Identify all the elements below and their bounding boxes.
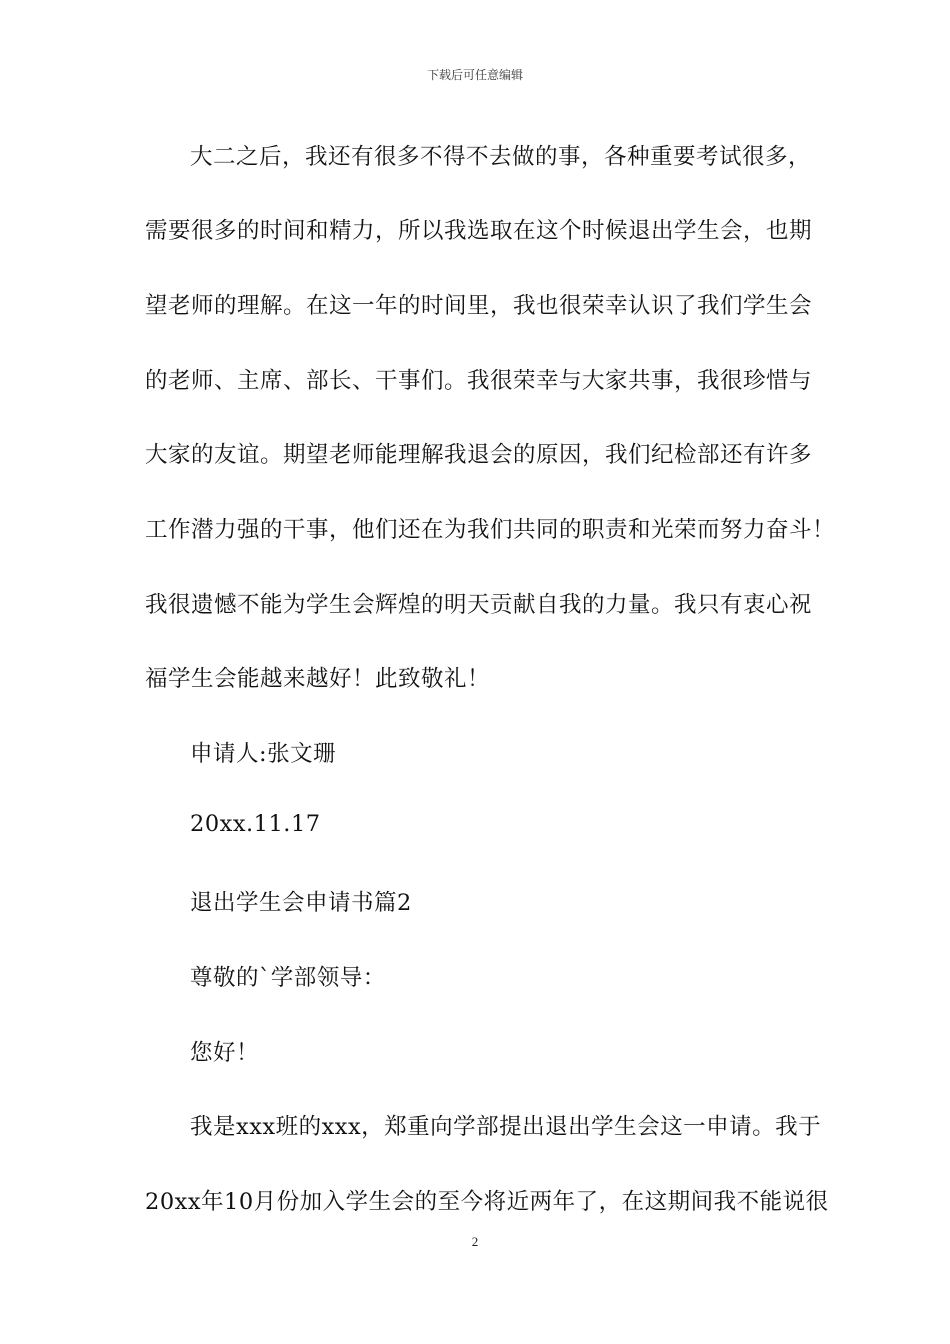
paragraph-line: 我是xxx班的xxx，郑重向学部提出退出学生会这一申请。我于 bbox=[190, 1114, 822, 1140]
paragraph-line: 20xx年10月份加入学生会的至今将近两年了，在这期间我不能说很 bbox=[145, 1189, 829, 1215]
paragraph-line: 的老师、主席、部长、干事们。我很荣幸与大家共事，我很珍惜与 bbox=[145, 368, 813, 394]
paragraph-line: 工作潜力强的干事，他们还在为我们共同的职责和光荣而努力奋斗！ bbox=[145, 517, 836, 543]
page-number: 2 bbox=[471, 1234, 479, 1249]
page-header: 下载后可任意编辑 bbox=[426, 68, 523, 82]
paragraph-line: 大家的友谊。期望老师能理解我退会的原因，我们纪检部还有许多 bbox=[145, 442, 813, 468]
application-date: 20xx.11.17 bbox=[190, 811, 321, 837]
section-title: 退出学生会申请书篇2 bbox=[190, 890, 412, 916]
paragraph-line: 需要很多的时间和精力，所以我选取在这个时候退出学生会，也期 bbox=[145, 218, 813, 244]
salutation: 尊敬的`学部领导： bbox=[190, 965, 386, 991]
paragraph-line: 我很遗憾不能为学生会辉煌的明天贡献自我的力量。我只有衷心祝 bbox=[145, 592, 813, 618]
applicant-signature: 申请人:张文珊 bbox=[190, 741, 337, 767]
paragraph-line: 福学生会能越来越好！此致敬礼！ bbox=[145, 666, 491, 692]
paragraph-line: 望老师的理解。在这一年的时间里，我也很荣幸认识了我们学生会 bbox=[145, 293, 813, 319]
greeting: 您好！ bbox=[190, 1040, 260, 1066]
paragraph-line: 大二之后，我还有很多不得不去做的事，各种重要考试很多， bbox=[190, 144, 812, 170]
